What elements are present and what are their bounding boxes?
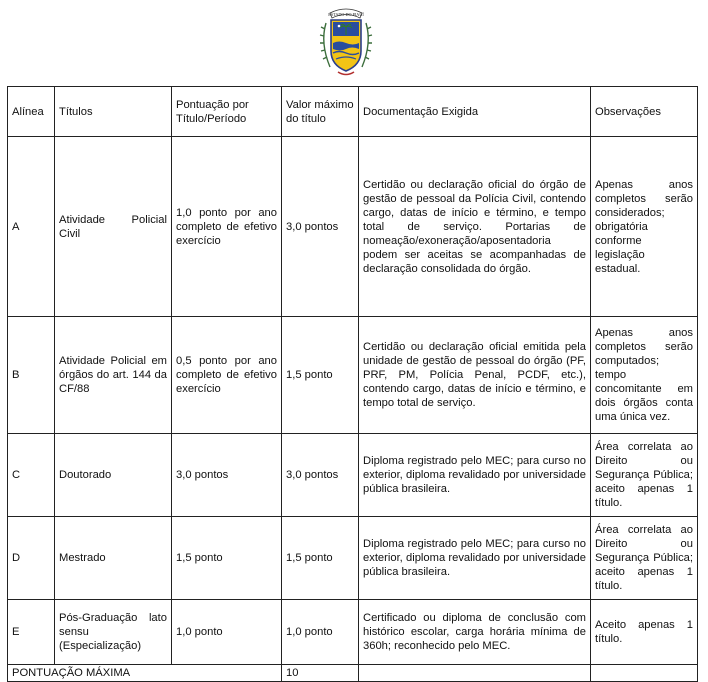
total-row [8,665,698,682]
pontuacao-cell: 3,0 pontos [172,434,282,517]
table-header-row [8,87,698,137]
table-row [8,600,698,665]
column-header: Documentação Exigida [359,87,591,137]
total-label: PONTUAÇÃO MÁXIMA [8,665,282,682]
alinea-cell: B [8,317,55,434]
column-header: Observações [591,87,698,137]
valor-cell: 1,5 ponto [282,317,359,434]
emblem-label: ESTADO DO PIAUÍ [328,12,364,17]
documentacao-cell: Certificado ou diploma de conclusão com histórico escolar, carga horária mínima de 360h; reconhecido pelo MEC. [359,600,591,665]
table-row [8,517,698,600]
documentacao-cell: Certidão ou declaração oficial do órgão de gestão de pessoal da Polícia Civil, contendo cargo, datas de início e término, e tempo total de serviço. Portarias de nomeação/exoneração/aposentadoria podem ser aceitas se acompanhadas de declaração consolidada do órgão. [359,137,591,317]
scoring-table [7,86,698,682]
column-header: Pontuação por Título/Período [172,87,282,137]
alinea-cell: C [8,434,55,517]
empty-cell [591,665,698,682]
pontuacao-cell: 1,5 ponto [172,517,282,600]
column-header: Alínea [8,87,55,137]
titulo-cell: Pós-Graduação lato sensu (Especialização) [55,600,172,665]
empty-cell [359,665,591,682]
valor-cell: 3,0 pontos [282,137,359,317]
valor-cell: 1,0 ponto [282,600,359,665]
titulo-cell: Mestrado [55,517,172,600]
alinea-cell: E [8,600,55,665]
observacoes-cell: Apenas anos completos serão considerados; obrigatória conforme legislação estadual. [591,137,698,317]
titulo-cell: Atividade Policial em órgãos do art. 144 da CF/88 [55,317,172,434]
column-header: Valor máximo do título [282,87,359,137]
table-row [8,434,698,517]
observacoes-cell: Área correlata ao Direito ou Segurança Pública; aceito apenas 1 título. [591,517,698,600]
documentacao-cell: Certidão ou declaração oficial emitida pela unidade de gestão de pessoal do órgão (PF, PRF, PM, Polícia Penal, PCDF, etc.), contendo cargo, datas de início e término, e tempo total de serviço. [359,317,591,434]
valor-cell: 3,0 pontos [282,434,359,517]
laurel-right [362,23,372,67]
titulo-cell: Doutorado [55,434,172,517]
state-emblem [316,3,376,79]
titulo-cell: Atividade Policial Civil [55,137,172,317]
documentacao-cell: Diploma registrado pelo MEC; para curso no exterior, diploma revalidado por universidade pública brasileira. [359,517,591,600]
table-row [8,137,698,317]
laurel-left [320,23,330,67]
column-header: Títulos [55,87,172,137]
total-value: 10 [282,665,359,682]
observacoes-cell: Aceito apenas 1 título. [591,600,698,665]
table-row [8,317,698,434]
alinea-cell: A [8,137,55,317]
pontuacao-cell: 1,0 ponto por ano completo de efetivo exercício [172,137,282,317]
valor-cell: 1,5 ponto [282,517,359,600]
pontuacao-cell: 1,0 ponto [172,600,282,665]
documentacao-cell: Diploma registrado pelo MEC; para curso no exterior, diploma revalidado por universidade pública brasileira. [359,434,591,517]
alinea-cell: D [8,517,55,600]
pontuacao-cell: 0,5 ponto por ano completo de efetivo exercício [172,317,282,434]
observacoes-cell: Área correlata ao Direito ou Segurança Pública; aceito apenas 1 título. [591,434,698,517]
observacoes-cell: Apenas anos completos serão computados; tempo concomitante em dois órgãos conta uma única vez. [591,317,698,434]
